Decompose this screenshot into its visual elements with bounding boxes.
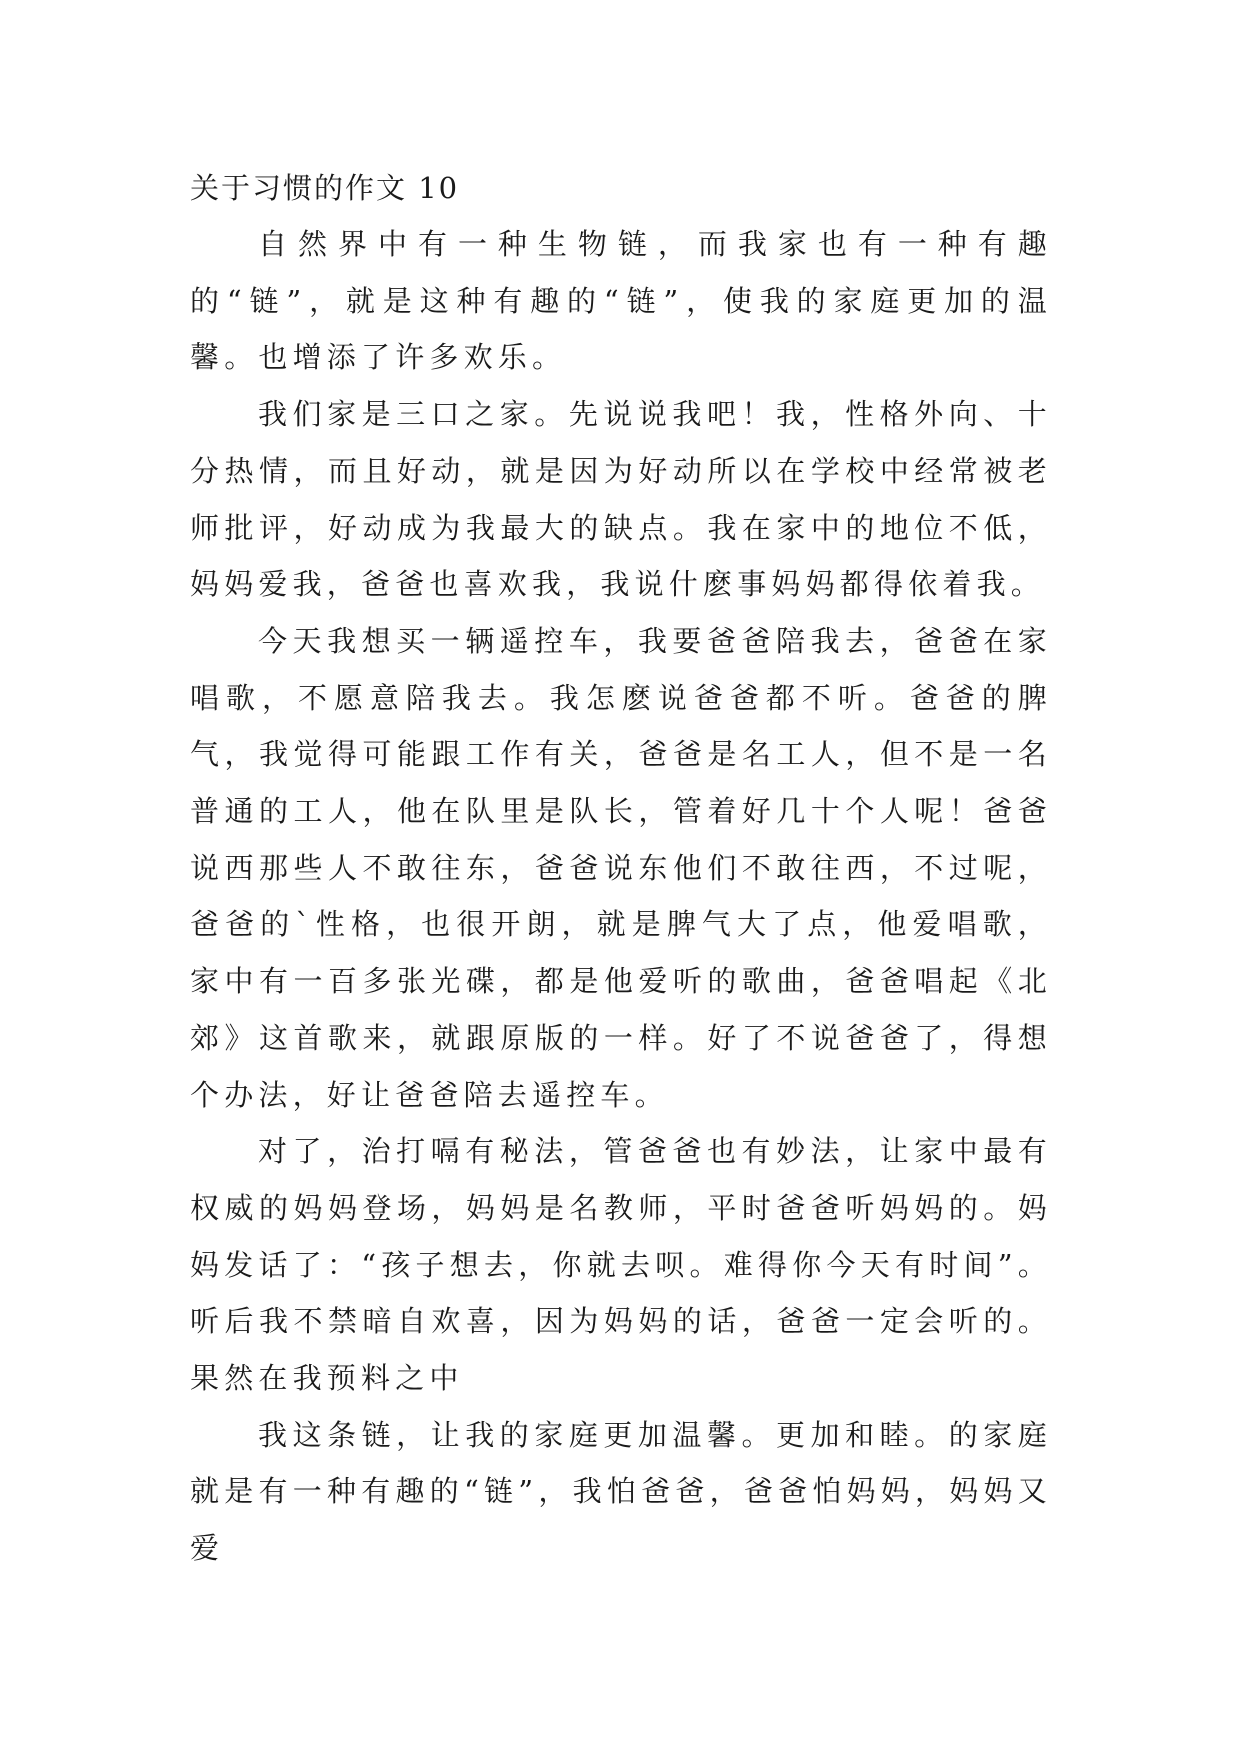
document-body	[190, 216, 1052, 1577]
paragraph: 我这条链，让我的家庭更加温馨。更加和睦。的家庭就是有一种有趣的“链”，我怕爸爸，爸爸怕妈妈，妈妈又爱	[190, 1417, 1052, 1566]
paragraph: 自然界中有一种生物链，而我家也有一种有趣的“链”，就是这种有趣的“链”，使我的家庭更加的温馨。也增添了许多欢乐。	[190, 227, 1052, 375]
paragraph: 今天我想买一辆遥控车，我要爸爸陪我去，爸爸在家唱歌，不愿意陪我去。我怎麽说爸爸都不听。爸爸的脾气，我觉得可能跟工作有关，爸爸是名工人，但不是一名普通的工人，他在队里是队长，管着好几十个人呢！爸爸说西那些人不敢往东，爸爸说东他们不敢往西，不过呢，爸爸的`性格，也很开朗，就是脾气大了点，他爱唱歌，家中有一百多张光碟，都是他爱听的歌曲，爸爸唱起《北郊》这首歌来，就跟原版的一样。好了不说爸爸了，得想个办法，好让爸爸陪去遥控车。	[190, 623, 1052, 1112]
paragraph: 对了，治打嗝有秘法，管爸爸也有妙法，让家中最有权威的妈妈登场，妈妈是名教师，平时爸爸听妈妈的。妈妈发话了：“孩子想去，你就去呗。难得你今天有时间”。听后我不禁暗自欢喜，因为妈妈的话，爸爸一定会听的。果然在我预料之中	[190, 1134, 1052, 1396]
paragraph: 我们家是三口之家。先说说我吧！我，性格外向、十分热情，而且好动，就是因为好动所以在学校中经常被老师批评，好动成为我最大的缺点。我在家中的地位不低，妈妈爱我，爸爸也喜欢我，我说什麽事妈妈都得依着我。	[190, 397, 1052, 602]
document-title: 关于习惯的作文 10	[190, 171, 460, 205]
